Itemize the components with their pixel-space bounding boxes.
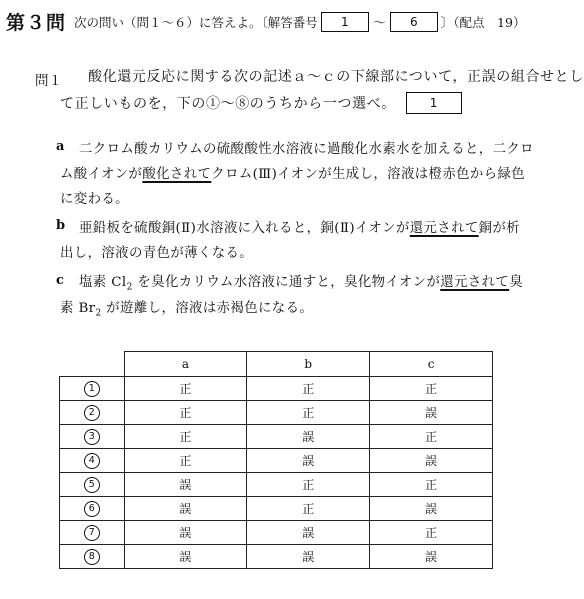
cell-b: 誤 — [247, 449, 370, 473]
section-header — [6, 8, 525, 35]
statement-b-underlined: 還元されて — [409, 221, 479, 236]
cell-b: 誤 — [247, 521, 370, 545]
cell-c: 正 — [370, 377, 493, 401]
column-header-a: a — [124, 352, 247, 377]
cell-b: 正 — [247, 401, 370, 425]
cell-c: 正 — [370, 521, 493, 545]
table-corner-cell — [60, 352, 125, 377]
table-row — [60, 521, 493, 545]
cell-b: 誤 — [247, 425, 370, 449]
statement-b-line1: 亜鉛板を硫酸銅(Ⅱ)水溶液に入れると，銅(Ⅱ)イオンが還元されて銅が析 — [79, 221, 521, 236]
table-row — [60, 401, 493, 425]
table-row — [60, 545, 493, 569]
statement-c-label: c — [56, 273, 64, 288]
cell-a: 正 — [124, 449, 247, 473]
choice-number: 6 — [84, 501, 100, 517]
statement-a-line2: ム酸イオンが酸化されてクロム(Ⅲ)イオンが生成し，溶液は橙赤色から緑色 — [60, 167, 526, 182]
question-text-line2 — [60, 92, 462, 114]
statement-a-label: a — [56, 139, 65, 154]
cell-b: 正 — [247, 473, 370, 497]
question-label: 問１ — [35, 73, 62, 89]
column-header-b: b — [247, 352, 370, 377]
header-points: 〕（配点 19） — [440, 14, 526, 30]
statement-c-line2: 素 $Br_2$ が遊離し，溶液は赤褐色になる。 — [60, 301, 314, 319]
statement-b-label: b — [56, 218, 66, 233]
statement-b-line2: 出し，溶液の青色が薄くなる。 — [60, 246, 254, 261]
cell-b: 誤 — [247, 545, 370, 569]
table-row — [60, 449, 493, 473]
cell-c: 誤 — [370, 449, 493, 473]
cell-b: 正 — [247, 497, 370, 521]
table-row — [60, 377, 493, 401]
cell-c: 誤 — [370, 545, 493, 569]
table-row — [60, 473, 493, 497]
choice-number: 8 — [84, 549, 100, 565]
question-text-line2-text: て正しいものを，下の①～⑧のうちから一つ選べ。 — [60, 96, 396, 112]
choice-number: 1 — [84, 381, 100, 397]
choice-number: 7 — [84, 525, 100, 541]
cell-c: 正 — [370, 425, 493, 449]
cell-c: 誤 — [370, 497, 493, 521]
answer-box: 1 — [406, 92, 462, 114]
choice-number: 4 — [84, 453, 100, 469]
statement-a-line3: に変わる。 — [60, 192, 129, 207]
statement-c-line1: 塩素 $Cl_2$ を臭化カリウム水溶液に通すと，臭化物イオンが還元されて臭 — [79, 275, 523, 293]
answer-number-start-box: 1 — [321, 12, 369, 32]
statement-a-underlined: 酸化されて — [142, 167, 212, 182]
range-separator: ～ — [372, 16, 386, 31]
cell-a: 誤 — [124, 497, 247, 521]
statement-c-underlined: 還元されて — [440, 275, 510, 290]
cell-c: 正 — [370, 473, 493, 497]
table-row — [60, 425, 493, 449]
table-header-row — [60, 352, 493, 377]
choice-number: 2 — [84, 405, 100, 421]
answer-choices-table — [59, 351, 493, 569]
cell-a: 誤 — [124, 521, 247, 545]
choice-number: 5 — [84, 477, 100, 493]
cell-a: 誤 — [124, 473, 247, 497]
cell-a: 正 — [124, 401, 247, 425]
cell-a: 正 — [124, 425, 247, 449]
column-header-c: c — [370, 352, 493, 377]
cell-a: 正 — [124, 377, 247, 401]
header-instruction: 次の問い（問１～６）に答えよ。〔解答番号 — [74, 14, 318, 30]
cell-b: 正 — [247, 377, 370, 401]
question-text-line1: 酸化還元反応に関する次の記述ａ～ｃの下線部について，正誤の組合せとし — [88, 69, 584, 85]
section-title: 第３問 — [6, 12, 67, 34]
cell-a: 誤 — [124, 545, 247, 569]
answer-number-end-box: 6 — [390, 12, 438, 32]
choice-number: 3 — [84, 429, 100, 445]
statement-a-line1: 二クロム酸カリウムの硫酸酸性水溶液に過酸化水素水を加えると，二クロ — [79, 142, 534, 157]
table-row — [60, 497, 493, 521]
cell-c: 誤 — [370, 401, 493, 425]
